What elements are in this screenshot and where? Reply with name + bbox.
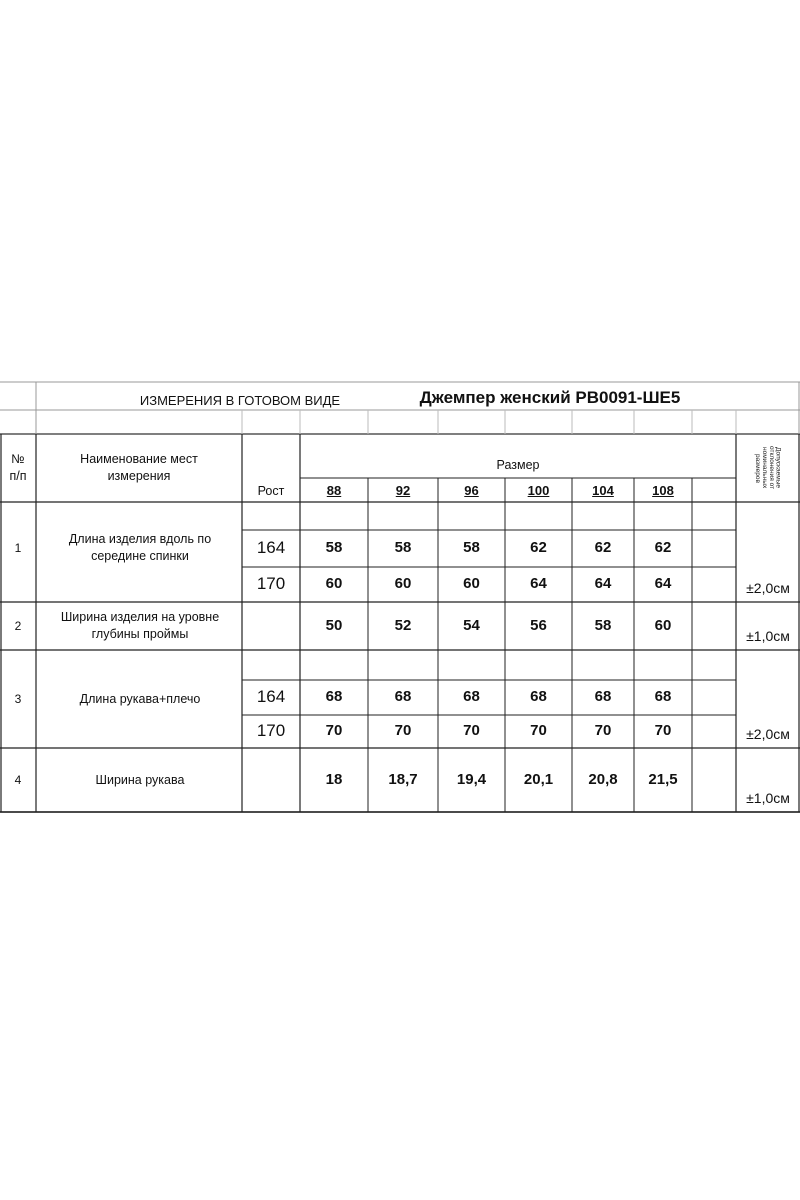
column-header-number: № п/п xyxy=(9,452,27,483)
measure-value: 18 xyxy=(325,770,343,788)
measure-value: 60 xyxy=(325,575,343,593)
row-height: 164 xyxy=(256,538,286,558)
measure-value: 18,7 xyxy=(388,770,418,788)
row-name: Длина изделия вдоль по середине спинки xyxy=(68,532,212,563)
row-tolerance: ±1,0см xyxy=(746,789,790,806)
measure-value: 62 xyxy=(594,539,612,557)
measure-value: 60 xyxy=(463,575,480,593)
measure-value: 20,1 xyxy=(523,770,554,788)
measure-value: 62 xyxy=(530,539,547,557)
row-number: 1 xyxy=(14,540,22,555)
row-number: 4 xyxy=(14,772,22,787)
measure-value: 58 xyxy=(594,616,612,634)
measure-value: 54 xyxy=(463,616,480,634)
column-header-height: Рост xyxy=(257,483,285,498)
size-header-104: 104 xyxy=(592,483,614,499)
measure-value: 70 xyxy=(530,722,547,740)
measure-value: 68 xyxy=(594,688,612,706)
measure-value: 68 xyxy=(530,688,547,706)
measure-value: 19,4 xyxy=(456,770,487,788)
measure-value: 64 xyxy=(594,575,612,593)
measure-value: 70 xyxy=(594,722,612,740)
measure-value: 21,5 xyxy=(648,770,678,788)
column-header-tolerance: Допускаемые отклонения от номинальных размеров xyxy=(754,446,782,490)
measure-value: 56 xyxy=(530,616,547,634)
measure-value: 64 xyxy=(654,575,672,593)
measure-value: 70 xyxy=(325,722,343,740)
measure-value: 58 xyxy=(394,539,412,557)
measure-value: 64 xyxy=(530,575,547,593)
row-height: 170 xyxy=(256,721,286,741)
row-number: 2 xyxy=(14,618,22,633)
size-header-96: 96 xyxy=(464,483,479,499)
measure-value: 60 xyxy=(394,575,412,593)
size-header-92: 92 xyxy=(395,483,411,499)
measure-value: 58 xyxy=(325,539,343,557)
size-header-88: 88 xyxy=(326,483,342,499)
size-header-100: 100 xyxy=(527,483,550,499)
row-name: Ширина рукава xyxy=(95,772,185,787)
row-tolerance: ±2,0см xyxy=(746,579,790,596)
measure-value: 50 xyxy=(325,616,343,634)
product-title: Джемпер женский РВ0091-ШЕ5 xyxy=(419,387,681,407)
measure-value: 58 xyxy=(463,539,480,557)
column-header-name: Наименование мест измерения xyxy=(80,452,198,483)
row-tolerance: ±2,0см xyxy=(746,725,790,742)
measure-value: 70 xyxy=(394,722,412,740)
column-header-size: Размер xyxy=(496,457,540,472)
size-header-108: 108 xyxy=(652,483,674,499)
measure-value: 62 xyxy=(654,539,672,557)
row-height: 170 xyxy=(256,574,286,594)
measure-value: 70 xyxy=(463,722,480,740)
measure-value: 60 xyxy=(654,616,672,634)
row-name: Длина рукава+плечо xyxy=(79,691,201,706)
measure-value: 52 xyxy=(394,616,412,634)
row-height: 164 xyxy=(256,687,286,707)
row-name: Ширина изделия на уровне глубины проймы xyxy=(60,610,220,641)
measure-value: 68 xyxy=(463,688,480,706)
row-tolerance: ±1,0см xyxy=(746,627,790,644)
measure-value: 68 xyxy=(654,688,672,706)
measure-value: 68 xyxy=(394,688,412,706)
measure-value: 70 xyxy=(654,722,672,740)
measure-value: 20,8 xyxy=(588,770,618,788)
measure-value: 68 xyxy=(325,688,343,706)
row-number: 3 xyxy=(14,691,22,706)
measure-title: ИЗМЕРЕНИЯ В ГОТОВОМ ВИДЕ xyxy=(139,393,341,409)
